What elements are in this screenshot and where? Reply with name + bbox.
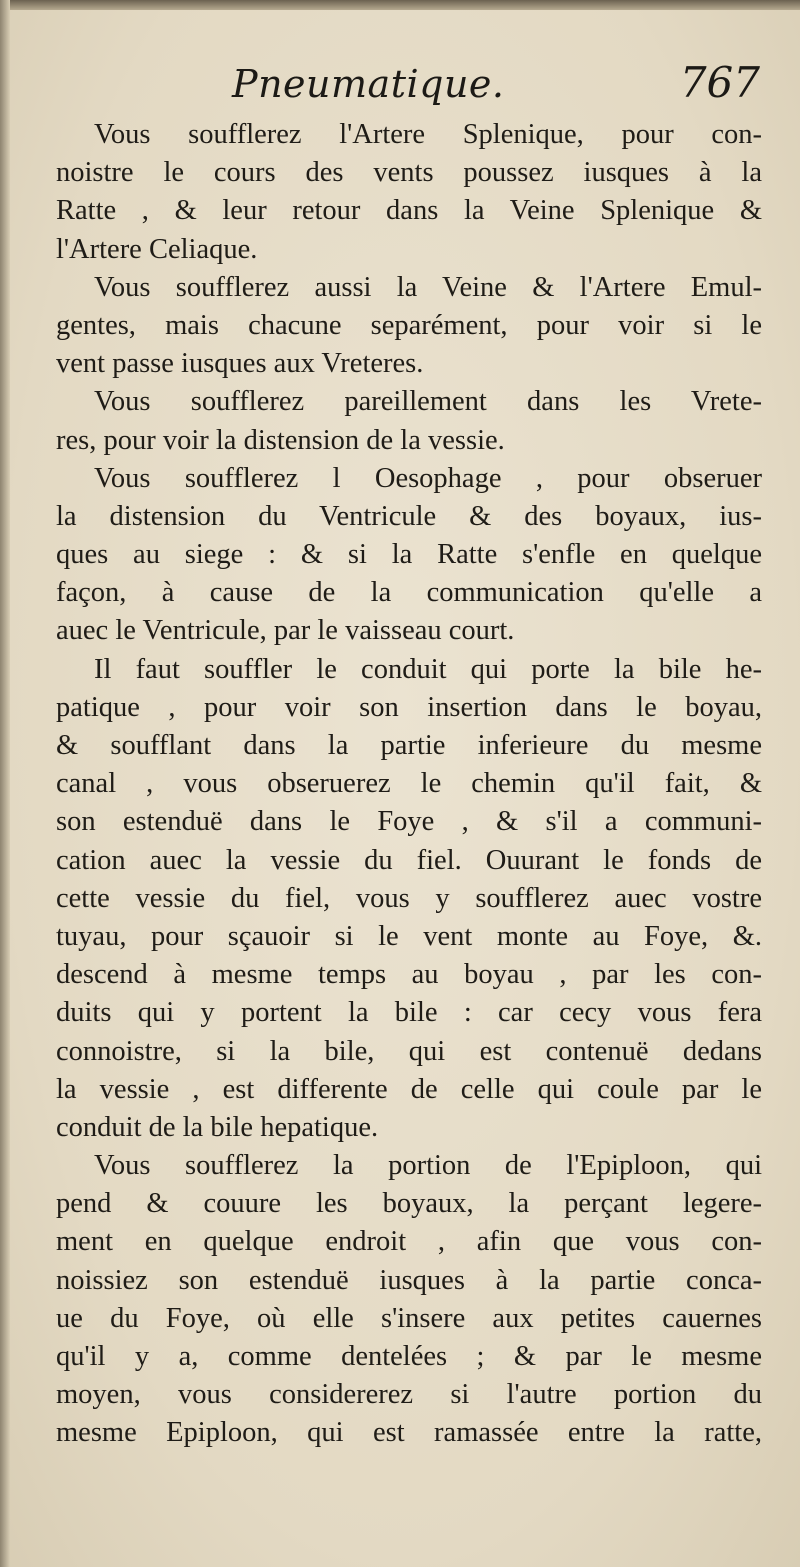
text-line: la vessie , est differente de celle qui coule par le	[56, 1073, 762, 1105]
text-line: canal , vous obseruerez le chemin qu'il fait, &	[56, 768, 762, 800]
text-line: noissiez son estenduë iusques à la partie conca-	[56, 1264, 762, 1296]
text-line: descend à mesme temps au boyau , par les con-	[56, 959, 762, 991]
text-line: qu'il y a, comme dentelées ; & par le mesme	[56, 1341, 762, 1372]
text-line: mesme Epiploon, qui est ramassée entre la ratte,	[56, 1417, 762, 1449]
page-gutter-edge	[0, 0, 10, 1567]
text-line: cette vessie du fiel, vous y soufflerez auec vostre	[56, 882, 762, 914]
text-line: conduit de la bile hepatique.	[56, 1111, 379, 1143]
text-line: gentes, mais chacune separément, pour voir si le	[56, 309, 762, 341]
text-line: Vous soufflerez l Oesophage , pour obseruer	[94, 462, 762, 494]
text-line: ment en quelque endroit , afin que vous con-	[56, 1226, 762, 1258]
text-line: vent passe iusques aux Vreteres.	[56, 348, 424, 380]
page-top-edge	[0, 0, 800, 10]
text-line: & soufflant dans la partie inferieure du mesme	[56, 730, 762, 761]
text-line: ques au siege : & si la Ratte s'enfle en quelque	[56, 539, 762, 571]
text-line: Vous soufflerez aussi la Veine & l'Artere Emul-	[94, 271, 762, 303]
text-line: patique , pour voir son insertion dans le boyau,	[56, 691, 762, 723]
body-text	[56, 116, 762, 1453]
text-line: ue du Foye, où elle s'insere aux petites cauernes	[56, 1302, 762, 1334]
text-line: Il faut souffler le conduit qui porte la bile he-	[94, 653, 762, 685]
text-line: l'Artere Celiaque.	[56, 233, 258, 265]
text-line: res, pour voir la distension de la vessie.	[56, 424, 505, 456]
text-line: façon, à cause de la communication qu'elle a	[56, 577, 762, 609]
text-line: la distension du Ventricule & des boyaux, ius-	[56, 500, 762, 532]
text-line: son estenduë dans le Foye , & s'il a communi-	[56, 806, 762, 838]
running-title: Pneumatique.	[232, 62, 505, 106]
page-number: 767	[679, 58, 760, 107]
text-line: Vous soufflerez la portion de l'Epiploon, qui	[94, 1150, 762, 1182]
running-head	[0, 58, 800, 118]
text-line: auec le Ventricule, par le vaisseau court.	[56, 615, 515, 647]
text-line: duits qui y portent la bile : car cecy vous fera	[56, 997, 762, 1029]
text-line: Vous soufflerez pareillement dans les Vrete-	[94, 386, 762, 418]
text-line: cation auec la vessie du fiel. Ouurant le fonds de	[56, 844, 762, 876]
text-line: noistre le cours des vents poussez iusques à la	[56, 157, 762, 189]
text-line: moyen, vous considererez si l'autre portion du	[56, 1379, 762, 1411]
text-line: Vous soufflerez l'Artere Splenique, pour con-	[94, 119, 762, 150]
text-line: connoistre, si la bile, qui est contenuë dedans	[56, 1035, 762, 1067]
text-line: pend & couure les boyaux, la perçant legere-	[56, 1188, 762, 1220]
text-line: Ratte , & leur retour dans la Veine Splenique &	[56, 195, 762, 227]
text-line: tuyau, pour sçauoir si le vent monte au Foye, &.	[56, 920, 762, 952]
